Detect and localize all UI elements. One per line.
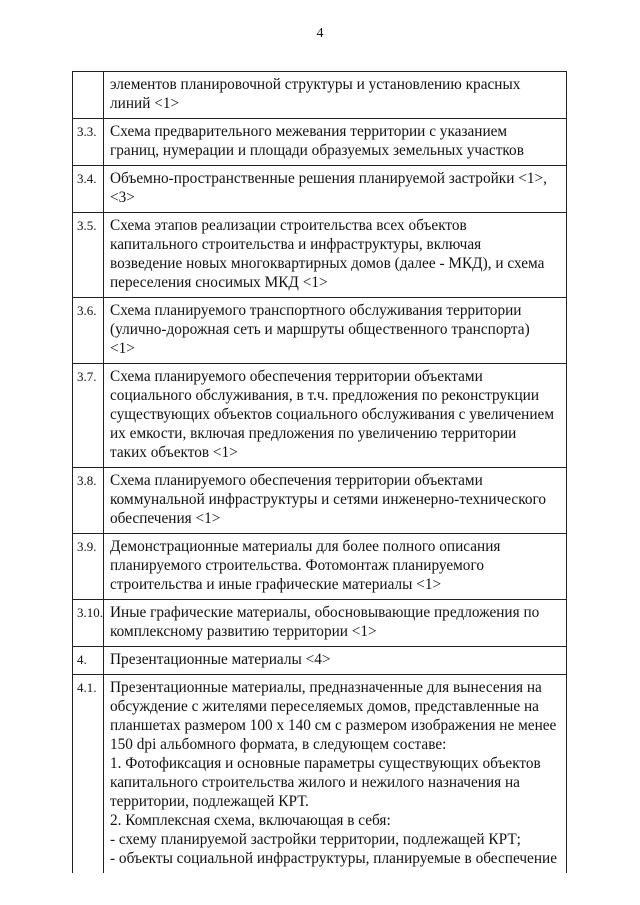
table-row [73,298,567,364]
text-line: Иные графические материалы, обосновывающие предложения по [110,604,540,621]
text-line: 150 dpi альбомного формата, в следующем составе: [110,736,447,753]
table-row [73,119,567,166]
text-line: Демонстрационные материалы для более полного описания [110,538,501,555]
table-row [73,72,567,119]
text-line: территории, подлежащей КРТ. [110,793,309,810]
text-line: коммунальной инфраструктуры и сетями инженерно-технического [110,491,547,508]
text-line: планшетах размером 100 х 140 см с размером изображения не менее [110,717,557,734]
item-text [104,298,567,364]
text-line: линий <1> [110,95,180,112]
text-line: Презентационные материалы, предназначенные для вынесения на [110,679,542,696]
item-number: 3.5. [73,213,104,298]
item-number: 4.1. [73,675,104,874]
table-row [73,647,567,675]
text-line: границ, нумерации и площади образуемых земельных участков [110,142,524,159]
text-line: Схема планируемого транспортного обслуживания территории [110,302,522,319]
text-line: возведение новых многоквартирных домов (далее - МКД), и схема [110,255,545,272]
item-number: 3.4. [73,166,104,213]
text-line: 1. Фотофиксация и основные параметры существующих объектов [110,755,541,772]
text-line: таких объектов <1> [110,444,238,461]
item-text [104,166,567,213]
item-text [104,213,567,298]
text-line: <3> [110,189,135,206]
text-line: капитального строительства и инфраструктуры, включая [110,236,482,253]
text-line: капитального строительства жилого и нежилого назначения на [110,774,520,791]
item-text [104,675,567,874]
text-line: <1> [110,340,135,357]
item-number: 3.6. [73,298,104,364]
item-text [104,72,567,119]
text-line: 2. Комплексная схема, включающая в себя: [110,812,391,829]
item-text [104,647,567,675]
text-line: Схема этапов реализации строительства всех объектов [110,217,467,234]
item-number: 3.10. [73,600,104,647]
item-text [104,534,567,600]
page-number: 4 [316,26,324,41]
item-number: 3.3. [73,119,104,166]
text-line: Схема предварительного межевания территории с указанием [110,123,508,140]
item-number: 3.9. [73,534,104,600]
document-table [72,71,567,873]
text-line: Схема планируемого обеспечения территории объектами [110,368,483,385]
item-number: 3.7. [73,364,104,468]
text-line: социального обслуживания, в т.ч. предложения по реконструкции [110,387,540,404]
text-line: комплексному развитию территории <1> [110,623,377,640]
table-row [73,468,567,534]
text-line: Презентационные материалы <4> [110,651,331,668]
table-row [73,166,567,213]
table-row [73,600,567,647]
text-line: элементов планировочной структуры и установлению красных [110,76,521,93]
item-number: 4. [73,647,104,675]
text-line: Схема планируемого обеспечения территории объектами [110,472,483,489]
table-row [73,534,567,600]
item-number [73,72,104,119]
item-text [104,364,567,468]
text-line: - объекты социальной инфраструктуры, планируемые в обеспечение [110,850,558,867]
text-line: планируемого строительства. Фотомонтаж планируемого [110,557,484,574]
table-row [73,675,567,874]
text-line: обеспечения <1> [110,510,221,527]
item-number: 3.8. [73,468,104,534]
text-line: Объемно-пространственные решения планируемой застройки <1>, [110,170,547,187]
text-line: переселения сносимых МКД <1> [110,274,328,291]
table-row [73,213,567,298]
text-line: существующих объектов социального обслуживания с увеличением [110,406,555,423]
text-line: строительства и иные графические материалы <1> [110,576,442,593]
text-line: их емкости, включая предложения по увеличению территории [110,425,517,442]
item-text [104,119,567,166]
item-text [104,600,567,647]
text-line: обсуждение с жителями переселяемых домов, представленные на [110,698,539,715]
table-row [73,364,567,468]
text-line: (улично-дорожная сеть и маршруты общественного транспорта) [110,321,530,338]
text-line: - схему планируемой застройки территории, подлежащей КРТ; [110,831,521,848]
item-text [104,468,567,534]
